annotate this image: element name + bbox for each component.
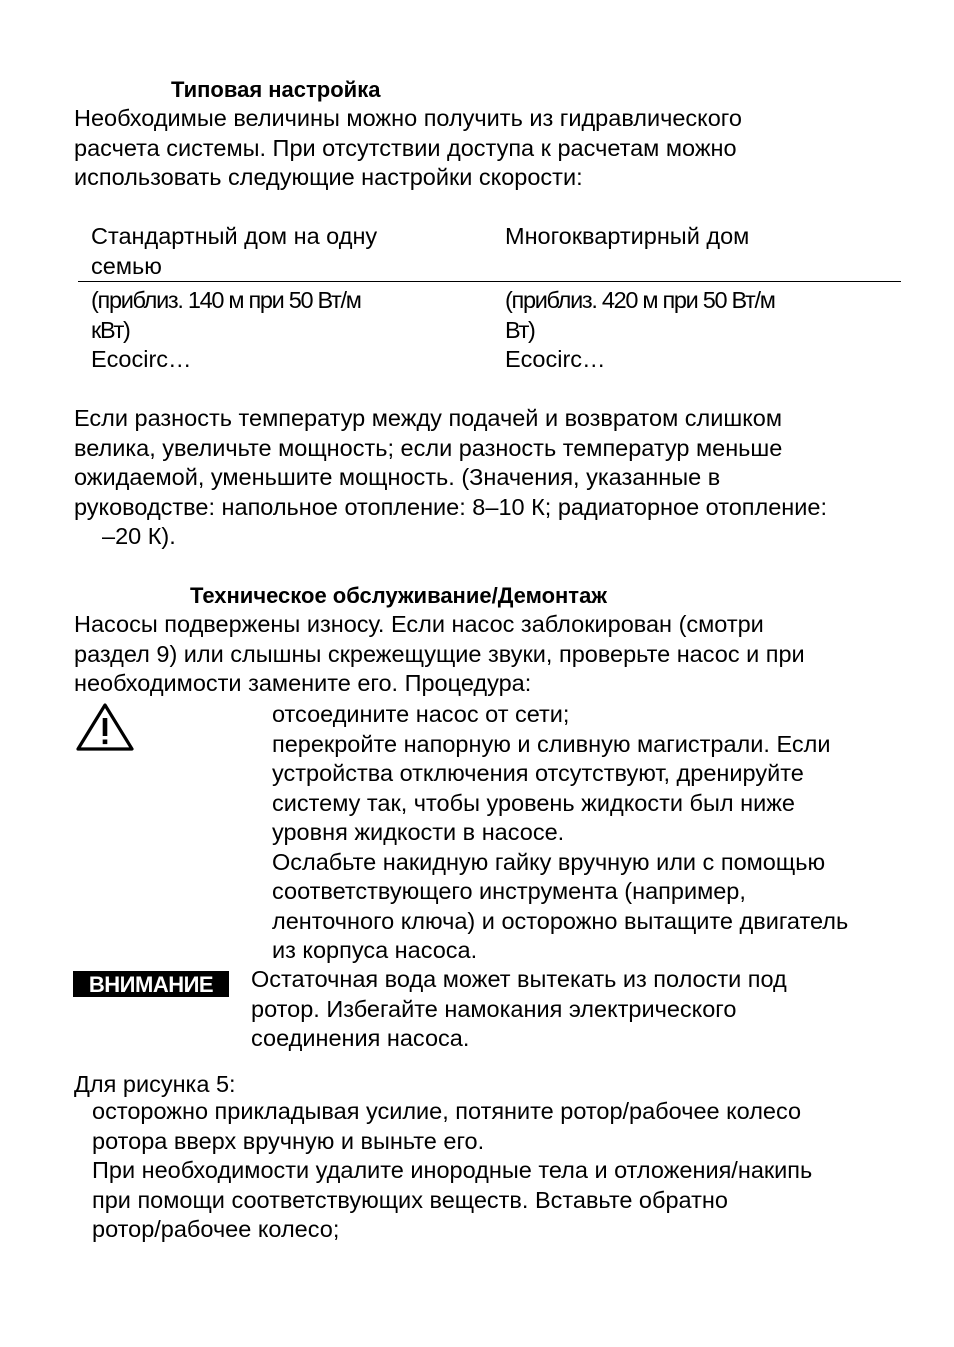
caution-line: ротор. Избегайте намокания электрического [251,995,737,1022]
cell-line: кВт) [91,316,130,343]
text-line: Насосы подвержены износу. Если насос заблокирован (смотри [74,611,764,637]
intro-paragraph [74,104,934,193]
step-line: ротор/рабочее колесо; [92,1216,340,1242]
text-line: –20 К). [102,523,176,549]
temperature-paragraph [74,404,934,552]
cell-line: (приблиз. 420 м при 50 Вт/м [505,287,775,313]
table-header-single-family [91,222,377,281]
table-cell-single-family [91,286,361,375]
section-title-maintenance: Техническое обслуживание/Демонтаж [190,583,607,608]
header-line: семью [91,252,162,279]
table-header-apartment [505,222,749,252]
warning-triangle-icon [75,702,135,752]
text-line: Необходимые величины можно получить из гидравлического [74,105,742,131]
header-line: Многоквартирный дом [505,223,750,249]
text-line: ожидаемой, уменьшите мощность. (Значения, указанные в [74,464,721,490]
step-line: систему так, чтобы уровень жидкости был ниже [272,789,795,816]
figure5-steps [92,1097,932,1245]
text-line: использовать следующие настройки скорости: [74,164,583,190]
step-line: ротора вверх вручную и выньте его. [92,1127,485,1154]
maintenance-steps [272,700,932,966]
caution-line: Остаточная вода может вытекать из полости под [251,966,787,992]
step-line: перекройте напорную и сливную магистрали. Если [272,730,831,757]
caution-text [251,965,931,1054]
table-divider [78,281,901,282]
cell-line: Ecocirc… [505,346,606,372]
caution-badge: ВНИМАНИЕ [73,971,229,997]
step-line: из корпуса насоса. [272,937,478,963]
step-line: соответствующего инструмента (например, [272,878,746,904]
section-title-typical-setting: Типовая настройка [171,77,381,102]
figure5-label: Для рисунка 5: [74,1071,236,1097]
cell-line: (приблиз. 140 м при 50 Вт/м [91,287,361,313]
maintenance-intro [74,610,934,699]
cell-line: Ecocirc… [91,346,192,372]
header-line: Стандартный дом на одну [91,223,378,249]
text-line: велика, увеличьте мощность; если разность температур меньше [74,434,783,461]
step-line: Ослабьте накидную гайку вручную или с помощью [272,848,826,875]
cell-line: Вт) [505,316,535,343]
step-line: отсоедините насос от сети; [272,701,570,727]
text-line: Если разность температур между подачей и возвратом слишком [74,405,782,431]
text-line: расчета системы. При отсутствии доступа к расчетам можно [74,134,737,161]
text-line: необходимости замените его. Процедура: [74,670,532,696]
step-line: осторожно прикладывая усилие, потяните ротор/рабочее колесо [92,1098,802,1124]
step-line: При необходимости удалите инородные тела и отложения/накипь [92,1157,813,1183]
text-line: руководстве: напольное отопление: 8–10 К; радиаторное отопление: [74,493,828,520]
step-line: устройства отключения отсутствуют, дренируйте [272,760,804,786]
text-line: раздел 9) или слышны скрежещущие звуки, проверьте насос и при [74,640,805,667]
step-line: при помощи соответствующих веществ. Вставьте обратно [92,1186,728,1213]
step-line: ленточного ключа) и осторожно вытащите двигатель [272,907,849,934]
caution-line: соединения насоса. [251,1025,470,1051]
table-cell-apartment [505,286,775,375]
step-line: уровня жидкости в насосе. [272,819,565,845]
